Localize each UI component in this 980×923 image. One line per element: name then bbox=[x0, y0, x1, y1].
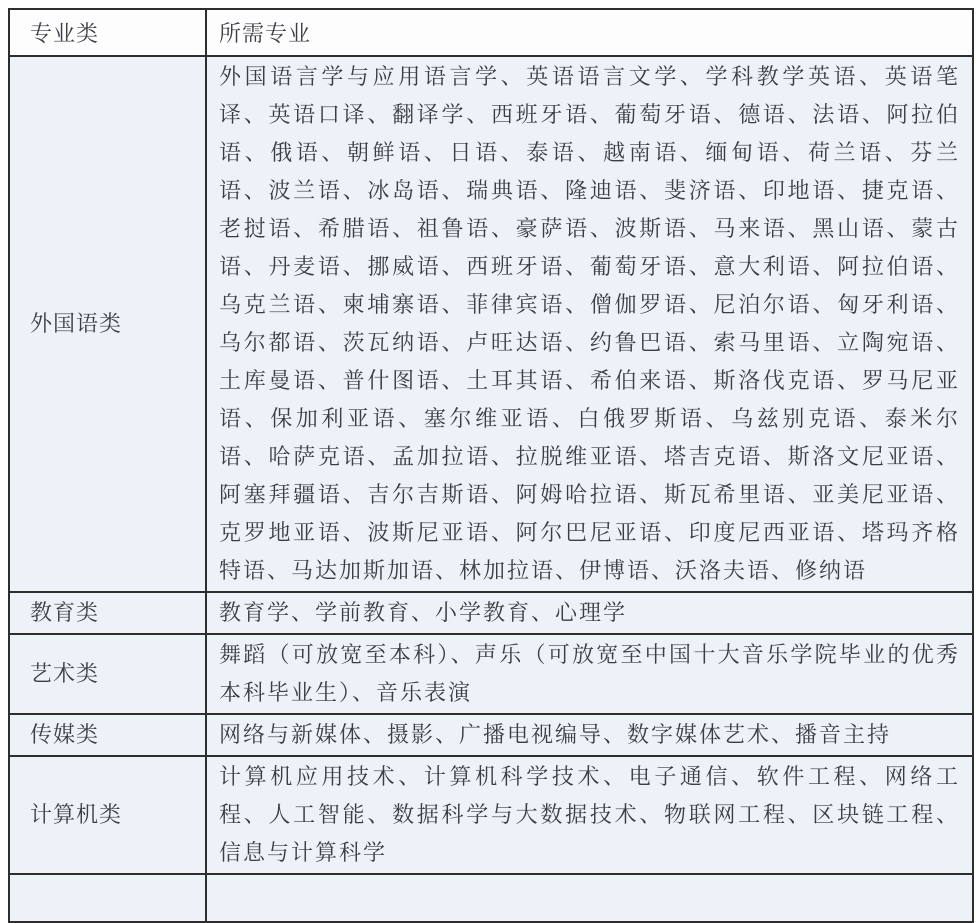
table-row-partial bbox=[9, 874, 973, 922]
majors-cell: 外国语言学与应用语言学、英语语言文学、学科教学英语、英语笔译、英语口译、翻译学、西班牙语、葡萄牙语、德语、法语、阿拉伯语、俄语、朝鲜语、日语、泰语、越南语、缅甸语、荷兰语、芬兰语、波兰语、冰岛语、瑞典语、隆迪语、斐济语、印地语、捷克语、老挝语、希腊语、祖鲁语、豪萨语、波斯语、马来语、黑山语、蒙古语、丹麦语、挪威语、西班牙语、葡萄牙语、意大利语、阿拉伯语、乌克兰语、柬埔寨语、菲律宾语、僧伽罗语、尼泊尔语、匈牙利语、乌尔都语、茨瓦纳语、卢旺达语、约鲁巴语、索马里语、立陶宛语、土库曼语、普什图语、土耳其语、希伯来语、斯洛伐克语、罗马尼亚语、保加利亚语、塞尔维亚语、白俄罗斯语、乌兹别克语、泰米尔语、哈萨克语、孟加拉语、拉脱维亚语、塔吉克语、斯洛文尼亚语、阿塞拜疆语、吉尔吉斯语、阿姆哈拉语、斯瓦希里语、亚美尼亚语、克罗地亚语、波斯尼亚语、阿尔巴尼亚语、印度尼西亚语、塔玛齐格特语、马达加斯加语、林加拉语、伊博语、沃洛夫语、修纳语 bbox=[206, 56, 973, 592]
table-header-row bbox=[9, 9, 973, 56]
category-cell: 传媒类 bbox=[9, 714, 206, 756]
column-header-category: 专业类 bbox=[9, 9, 206, 56]
column-header-majors: 所需专业 bbox=[206, 9, 973, 56]
table-row-education bbox=[9, 592, 973, 634]
majors-cell: 教育学、学前教育、小学教育、心理学 bbox=[206, 592, 973, 634]
table-row-computer bbox=[9, 756, 973, 874]
majors-cell: 计算机应用技术、计算机科学技术、电子通信、软件工程、网络工程、人工智能、数据科学与大数据技术、物联网工程、区块链工程、信息与计算科学 bbox=[206, 756, 973, 874]
table-row-arts bbox=[9, 634, 973, 714]
majors-cell: 舞蹈（可放宽至本科）、声乐（可放宽至中国十大音乐学院毕业的优秀本科毕业生）、音乐表演 bbox=[206, 634, 973, 714]
category-cell: 艺术类 bbox=[9, 634, 206, 714]
category-cell: 教育类 bbox=[9, 592, 206, 634]
category-cell: 计算机类 bbox=[9, 756, 206, 874]
table-row-foreign-languages bbox=[9, 56, 973, 592]
majors-cell: 网络与新媒体、摄影、广播电视编导、数字媒体艺术、播音主持 bbox=[206, 714, 973, 756]
category-cell-empty bbox=[9, 874, 206, 922]
majors-cell-empty bbox=[206, 874, 973, 922]
majors-table bbox=[8, 8, 974, 923]
category-cell: 外国语类 bbox=[9, 56, 206, 592]
table-row-media bbox=[9, 714, 973, 756]
